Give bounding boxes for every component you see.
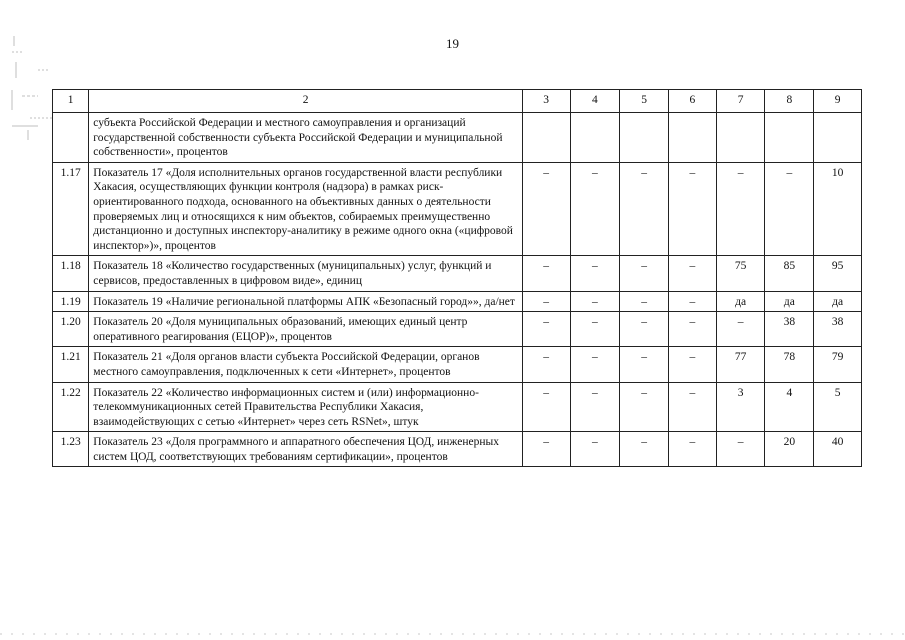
value-cell: 38	[765, 312, 814, 347]
value-cell: 79	[814, 347, 862, 382]
value-cell: –	[522, 256, 570, 291]
value-cell: –	[669, 162, 717, 256]
value-cell: –	[570, 347, 620, 382]
value-cell: –	[620, 312, 669, 347]
value-cell: –	[669, 312, 717, 347]
value-cell: 85	[765, 256, 814, 291]
value-cell: 40	[814, 432, 862, 467]
indicator-description: Показатель 17 «Доля исполнительных органов государственной власти республики Хакасия, осуществляющих функции контроля (надзора) в рамках риск-ориентированного подхода, основанного на объективных данных о деятельности проверяемых лиц и относящихся к ним объектов, собираемых преимущественно дистанционно и доступных инспектору-аналитику в режиме одного окна («цифровой инспектор»)», процентов	[89, 162, 523, 256]
value-cell	[669, 113, 717, 163]
value-cell: –	[522, 312, 570, 347]
row-number: 1.19	[53, 291, 89, 312]
value-cell: 38	[814, 312, 862, 347]
header-cell-5: 5	[620, 90, 669, 113]
value-cell: 5	[814, 382, 862, 432]
table-row	[53, 256, 862, 291]
header-cell-7: 7	[716, 90, 765, 113]
value-cell: –	[522, 291, 570, 312]
header-cell-3: 3	[522, 90, 570, 113]
value-cell	[570, 113, 620, 163]
value-cell: –	[570, 432, 620, 467]
page-number: 19	[446, 36, 459, 51]
value-cell: –	[669, 291, 717, 312]
value-cell: –	[570, 312, 620, 347]
indicator-description: Показатель 21 «Доля органов власти субъекта Российской Федерации, органов местного самоуправления, подключенных к сети «Интернет», процентов	[89, 347, 523, 382]
value-cell: –	[620, 256, 669, 291]
value-cell: –	[669, 382, 717, 432]
value-cell: –	[669, 432, 717, 467]
scan-artifact-left-margin	[8, 30, 54, 145]
header-cell-8: 8	[765, 90, 814, 113]
value-cell: –	[570, 291, 620, 312]
indicator-description: субъекта Российской Федерации и местного самоуправления и организаций государственной собственности субъекта Российской Федерации и муниципальной собственности», процентов	[89, 113, 523, 163]
value-cell: –	[522, 432, 570, 467]
value-cell	[716, 113, 765, 163]
value-cell: 4	[765, 382, 814, 432]
table-row	[53, 432, 862, 467]
value-cell: –	[522, 382, 570, 432]
row-number: 1.18	[53, 256, 89, 291]
value-cell: 3	[716, 382, 765, 432]
value-cell: 75	[716, 256, 765, 291]
value-cell: –	[620, 162, 669, 256]
indicator-description: Показатель 23 «Доля программного и аппаратного обеспечения ЦОД, инженерных систем ЦОД, соответствующих требованиям сертификации», процентов	[89, 432, 523, 467]
value-cell: –	[716, 432, 765, 467]
scan-artifact-bottom-edge	[0, 630, 905, 638]
value-cell: –	[716, 312, 765, 347]
value-cell: –	[620, 347, 669, 382]
header-cell-6: 6	[669, 90, 717, 113]
header-cell-1: 1	[53, 90, 89, 113]
table-row	[53, 312, 862, 347]
value-cell	[620, 113, 669, 163]
header-row	[53, 90, 862, 113]
table-row	[53, 382, 862, 432]
value-cell	[765, 113, 814, 163]
value-cell: –	[570, 256, 620, 291]
row-number: 1.23	[53, 432, 89, 467]
value-cell: –	[620, 432, 669, 467]
value-cell: –	[765, 162, 814, 256]
value-cell: 95	[814, 256, 862, 291]
table-row	[53, 291, 862, 312]
value-cell: –	[669, 256, 717, 291]
value-cell: –	[620, 382, 669, 432]
value-cell: –	[522, 162, 570, 256]
indicator-description: Показатель 20 «Доля муниципальных образований, имеющих единый центр оперативного реагирования (ЕЦОР)», процентов	[89, 312, 523, 347]
value-cell: 78	[765, 347, 814, 382]
row-number	[53, 113, 89, 163]
value-cell: да	[765, 291, 814, 312]
row-number: 1.22	[53, 382, 89, 432]
row-number: 1.17	[53, 162, 89, 256]
indicators-table	[52, 89, 862, 467]
value-cell	[522, 113, 570, 163]
value-cell: –	[716, 162, 765, 256]
value-cell: 10	[814, 162, 862, 256]
value-cell: –	[570, 162, 620, 256]
value-cell	[814, 113, 862, 163]
value-cell: да	[814, 291, 862, 312]
indicator-description: Показатель 19 «Наличие региональной платформы АПК «Безопасный город»», да/нет	[89, 291, 523, 312]
value-cell: –	[522, 347, 570, 382]
row-number: 1.20	[53, 312, 89, 347]
indicator-description: Показатель 22 «Количество информационных систем и (или) информационно-телекоммуникационных сетей Правительства Республики Хакасия, взаимодействующих с сетью «Интернет» через сеть RSNet», штук	[89, 382, 523, 432]
value-cell: 77	[716, 347, 765, 382]
value-cell: –	[669, 347, 717, 382]
table-row	[53, 162, 862, 256]
header-cell-4: 4	[570, 90, 620, 113]
value-cell: да	[716, 291, 765, 312]
value-cell: –	[570, 382, 620, 432]
value-cell: –	[620, 291, 669, 312]
value-cell: 20	[765, 432, 814, 467]
table-row	[53, 347, 862, 382]
header-cell-9: 9	[814, 90, 862, 113]
table-row	[53, 113, 862, 163]
row-number: 1.21	[53, 347, 89, 382]
header-cell-2: 2	[89, 90, 523, 113]
indicator-description: Показатель 18 «Количество государственных (муниципальных) услуг, функций и сервисов, предоставленных в цифровом виде», единиц	[89, 256, 523, 291]
